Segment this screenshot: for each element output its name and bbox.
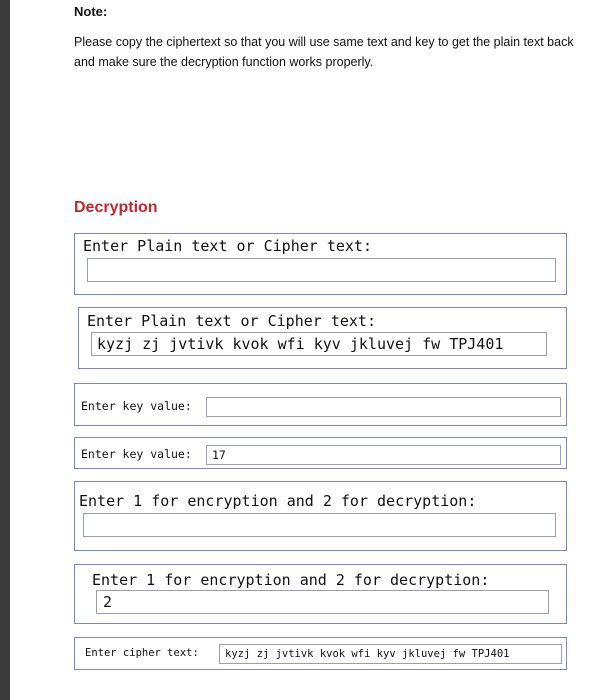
key-value-input-filled[interactable]: 17 bbox=[206, 445, 561, 465]
mode-input-filled[interactable]: 2 bbox=[96, 590, 549, 614]
plain-cipher-text-label: Enter Plain text or Cipher text: bbox=[87, 312, 376, 330]
mode-label: Enter 1 for encryption and 2 for decryption: bbox=[79, 492, 477, 510]
note-title: Note: bbox=[74, 4, 108, 19]
mode-panel-empty bbox=[74, 481, 567, 551]
plain-cipher-text-panel-empty bbox=[74, 233, 567, 295]
key-value-panel-filled bbox=[74, 437, 567, 469]
key-value-label: Enter key value: bbox=[81, 399, 192, 413]
mode-label: Enter 1 for encryption and 2 for decryption: bbox=[92, 571, 490, 589]
cipher-text-output-label: Enter cipher text: bbox=[85, 647, 199, 659]
note-body: Please copy the ciphertext so that you will use same text and key to get the plain text back and make sure the decryption function works properly. bbox=[74, 35, 574, 69]
plain-cipher-text-input-empty[interactable] bbox=[87, 258, 556, 282]
key-value-label: Enter key value: bbox=[81, 447, 192, 461]
section-title: Decryption bbox=[74, 199, 158, 216]
cipher-text-output-panel bbox=[74, 637, 567, 670]
mode-panel-filled bbox=[74, 564, 567, 624]
key-value-input-empty[interactable] bbox=[206, 397, 561, 417]
plain-cipher-text-panel-filled bbox=[78, 307, 567, 369]
plain-cipher-text-label: Enter Plain text or Cipher text: bbox=[83, 237, 372, 255]
key-value-panel-empty bbox=[74, 383, 567, 426]
mode-input-empty[interactable] bbox=[83, 513, 556, 537]
left-edge-bar bbox=[0, 0, 10, 700]
plain-cipher-text-input-filled[interactable]: kyzj zj jvtivk kvok wfi kyv jkluvej fw TPJ401 bbox=[91, 332, 547, 356]
cipher-text-output-field[interactable]: kyzj zj jvtivk kvok wfi kyv jkluvej fw TPJ401 bbox=[219, 644, 562, 664]
